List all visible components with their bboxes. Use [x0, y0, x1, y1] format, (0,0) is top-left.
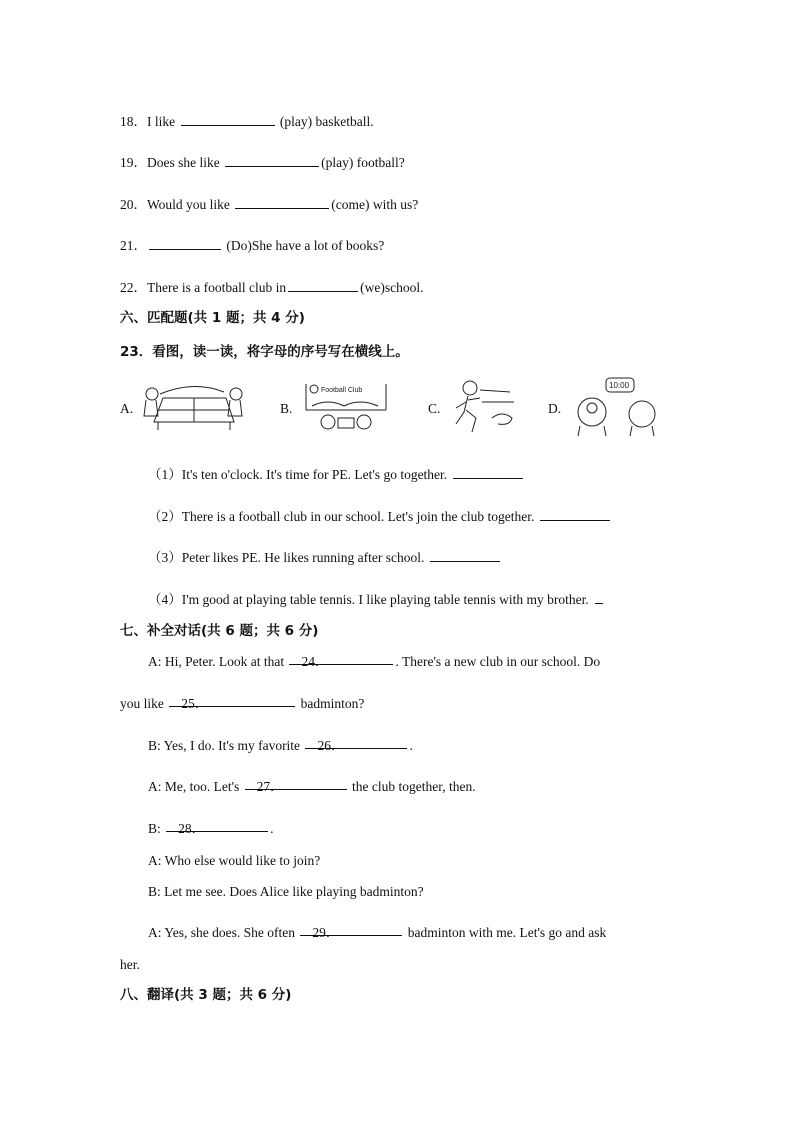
blank-26-number: 26．: [317, 738, 345, 753]
item-19: [120, 151, 405, 171]
blank-25-number: 25．: [181, 696, 209, 711]
match-blank-4[interactable]: [595, 589, 603, 604]
match-item-1-text: It's ten o'clock. It's time for PE. Let's go together.: [181, 467, 448, 482]
option-a-label: A.: [120, 401, 134, 416]
item-22-hint: (we)school.: [360, 280, 424, 295]
match-blank-3[interactable]: [430, 547, 500, 562]
section-6-title: 六、匹配题(共 1 题；共 4 分): [120, 310, 305, 326]
dialogue-line-1-end: . There's a new club in our school. Do: [395, 654, 601, 669]
dialogue-line-2-end: badminton?: [297, 696, 365, 711]
match-item-3-text: Peter likes PE. He likes running after school.: [181, 550, 425, 565]
item-18: [120, 110, 374, 130]
match-item-1-number: （1）: [148, 467, 182, 482]
blank-24-number: 24．: [301, 654, 329, 669]
dialogue-blank-29[interactable]: [300, 921, 402, 940]
running-boy-picture: [450, 378, 520, 436]
answer-blank-21[interactable]: [149, 235, 221, 250]
dialogue-line-4-start: A: Me, too. Let's: [148, 779, 243, 794]
item-18-text: 18．I like: [120, 114, 179, 129]
item-21-hint: (Do)She have a lot of books?: [223, 238, 385, 253]
dialogue-blank-24[interactable]: [289, 650, 393, 669]
dialogue-line-9: her.: [120, 957, 140, 972]
match-blank-1[interactable]: [453, 464, 523, 479]
dialogue-blank-28[interactable]: [166, 817, 268, 836]
section-8-title: 八、翻译(共 3 题；共 6 分): [120, 987, 292, 1003]
dialogue-blank-26[interactable]: [305, 734, 407, 753]
match-item-2: [148, 505, 612, 525]
answer-blank-20[interactable]: [235, 194, 329, 209]
match-item-1: [148, 463, 525, 483]
dialogue-line-3: [148, 734, 413, 754]
match-item-3-number: （3）: [148, 550, 182, 565]
item-20-hint: (come) with us?: [331, 197, 419, 212]
item-20-text: 20．Would you like: [120, 197, 234, 212]
answer-blank-19[interactable]: [225, 152, 319, 167]
section-7-title: 七、补全对话(共 6 题；共 6 分): [120, 623, 319, 639]
dialogue-line-7: B: Let me see. Does Alice like playing badminton?: [148, 884, 424, 899]
dialogue-line-3-end: .: [409, 738, 413, 753]
item-21-text: 21．: [120, 238, 147, 253]
dialogue-blank-27[interactable]: [245, 775, 347, 794]
dialogue-blank-25[interactable]: [169, 692, 295, 711]
item-19-text: 19．Does she like: [120, 155, 224, 170]
blank-27-number: 27．: [256, 779, 284, 794]
dialogue-line-6: A: Who else would like to join?: [148, 853, 321, 868]
item-21: [120, 234, 384, 254]
dialogue-line-2: [120, 692, 364, 712]
question-23-title: 23．看图，读一读，将字母的序号写在横线上。: [120, 344, 409, 360]
option-d-label: D.: [548, 401, 562, 416]
dialogue-line-4: [148, 775, 476, 795]
item-20: [120, 193, 418, 213]
dialogue-line-2-start: you like: [120, 696, 168, 711]
blank-29-number: 29．: [312, 925, 340, 940]
option-c-label: C.: [428, 401, 441, 416]
football-club-picture: [298, 380, 392, 436]
clock-talk-picture: [570, 374, 666, 438]
dialogue-line-3-start: B: Yes, I do. It's my favorite: [148, 738, 304, 753]
table-tennis-picture: [138, 382, 246, 432]
dialogue-line-5-start: B:: [148, 821, 165, 836]
match-item-3: [148, 546, 502, 566]
match-item-4-number: （4）: [148, 592, 182, 607]
blank-28-number: 28．: [178, 821, 206, 836]
match-item-4: [148, 588, 605, 608]
football-club-sign-text: Football Club: [321, 387, 363, 394]
match-item-2-number: （2）: [148, 509, 182, 524]
item-19-hint: (play) football?: [321, 155, 405, 170]
item-18-hint: (play) basketball.: [276, 114, 374, 129]
dialogue-line-8-start: A: Yes, she does. She often: [148, 925, 299, 940]
dialogue-line-8: [148, 921, 606, 941]
clock-display-text: 10:00: [609, 381, 630, 390]
item-22-text: 22．There is a football club in: [120, 280, 287, 295]
match-item-2-text: There is a football club in our school. Let's join the club together.: [181, 509, 535, 524]
dialogue-line-8-end: badminton with me. Let's go and ask: [404, 925, 607, 940]
dialogue-line-5-end: .: [270, 821, 274, 836]
dialogue-line-4-end: the club together, then.: [348, 779, 476, 794]
dialogue-line-1: [148, 650, 600, 670]
match-item-4-text: I'm good at playing table tennis. I like playing table tennis with my brother.: [181, 592, 589, 607]
answer-blank-22[interactable]: [288, 277, 358, 292]
match-blank-2[interactable]: [540, 506, 610, 521]
option-b-label: B.: [280, 401, 293, 416]
answer-blank-18[interactable]: [181, 111, 275, 126]
item-22: [120, 276, 423, 296]
dialogue-line-5: [148, 817, 274, 837]
dialogue-line-1-start: A: Hi, Peter. Look at that: [148, 654, 288, 669]
